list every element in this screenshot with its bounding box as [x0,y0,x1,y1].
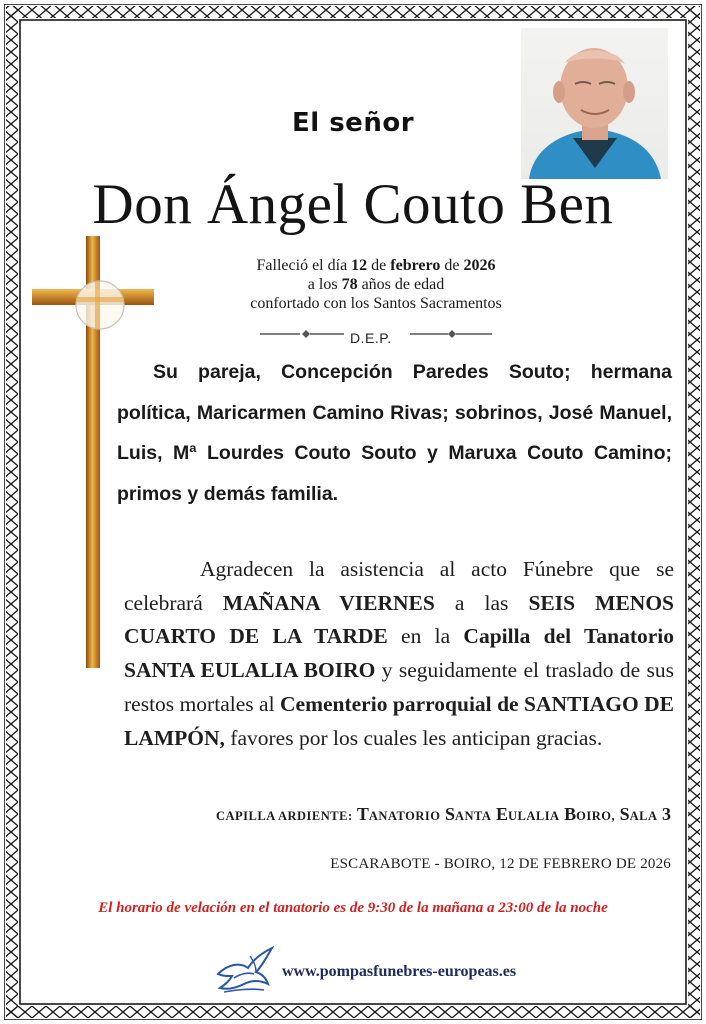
dep-ornament [258,324,494,344]
dove-logo-icon [214,944,274,996]
chapel-label: CAPILLA ARDIENTE: [215,809,353,823]
death-details [190,256,562,313]
deceased-name: Don Ángel Couto Ben [92,173,614,236]
family-text: Su pareja, Concepción Paredes Souto; hermana política, Maricarmen Camino Rivas; sobrinos, José Manuel, Luis, Mª Lourdes Couto Souto y Maruxa Couto Camino; primos y demás familia. [117,361,672,505]
family-list [117,352,672,514]
death-date-line: Falleció el día 12 de febrero de 2026 [256,257,496,274]
intro-title: El señor [291,108,415,138]
vigil-hours: El horario de velación en el tanatorio es de 9:30 de la mañana a 23:00 de la noche [98,900,608,916]
portrait-photo [521,28,668,179]
place-date: ESCARABOTE - BOIRO, 12 DE FEBRERO DE 2026 [330,856,671,872]
ceremony-paragraph: Agradecen la asistencia al acto Fúnebre que se celebrará MAÑANA VIERNES a las SEIS MENOS CUARTO DE LA TARDE en la Capilla del Tanatorio SANTA EULALIA BOIRO y seguidamente el traslado de sus restos mortales al Cementerio parroquial de SANTIAGO DE LAMPÓN, favores por los cuales les anticipan gracias. [124,557,674,750]
sacraments-line: confortado con los Santos Sacramentos [250,295,502,312]
website-link[interactable]: www.pompasfunebres-europeas.es [282,963,517,980]
dep-text: D.E.P. [350,330,392,346]
chapel-line: CAPILLA ARDIENTE: TANATORIO SANTA EULALIA BOIRO, SALA 3 [215,804,671,824]
age-line: a los 78 años de edad [307,276,445,293]
